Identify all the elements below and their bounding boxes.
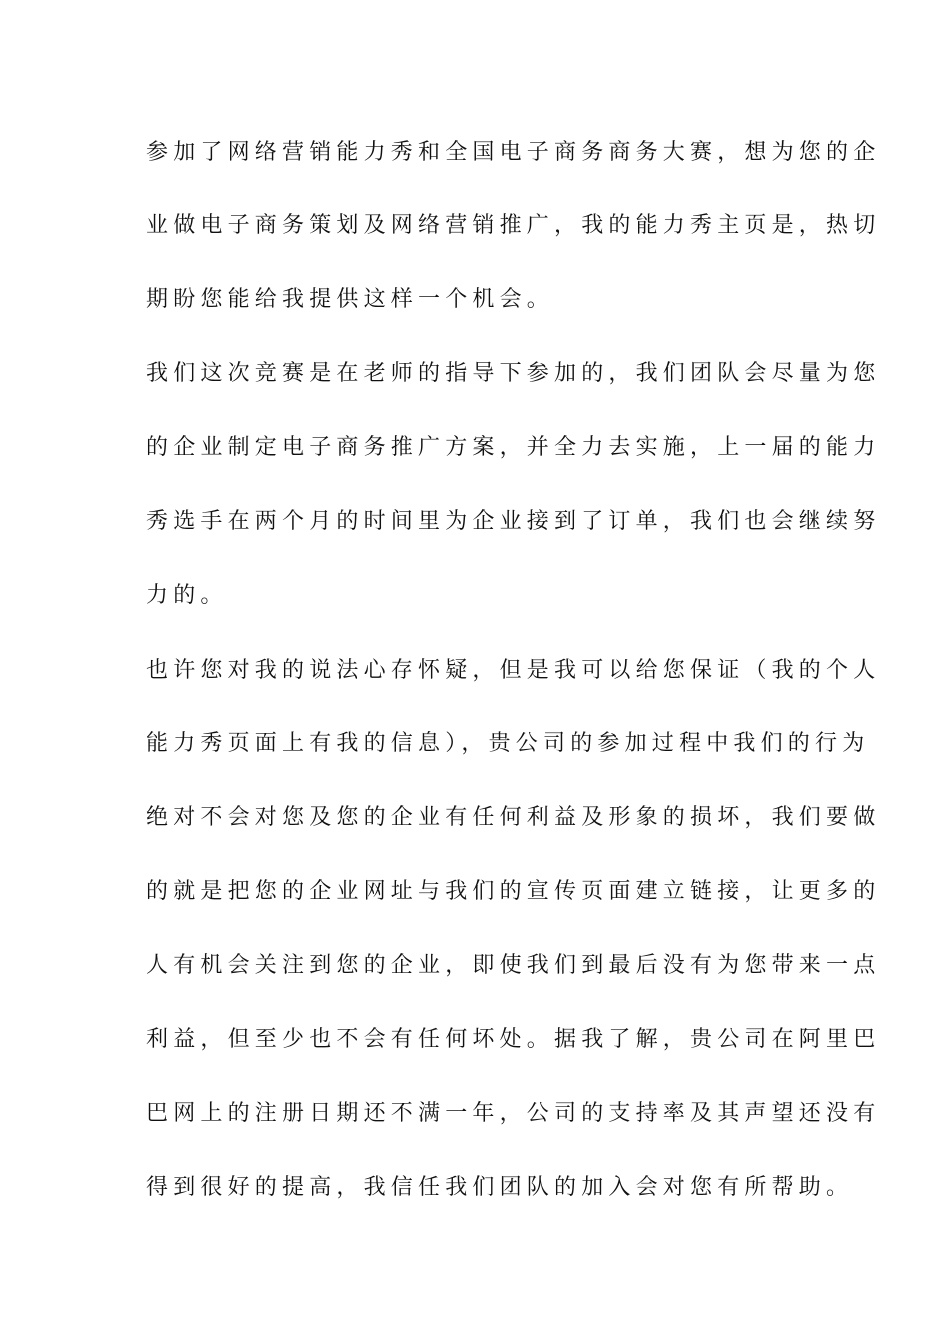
text-line: 的就是把您的企业网址与我们的宣传页面建立链接，让更多的 xyxy=(146,879,881,904)
text-line: 也许您对我的说法心存怀疑，但是我可以给您保证（我的个人 xyxy=(146,658,881,683)
text-line: 秀选手在两个月的时间里为企业接到了订单，我们也会继续努 xyxy=(146,509,881,534)
text-line: 利益，但至少也不会有任何坏处。据我了解，贵公司在阿里巴 xyxy=(146,1027,881,1052)
text-line: 业做电子商务策划及网络营销推广，我的能力秀主页是，热切 xyxy=(146,213,881,238)
text-line: 人有机会关注到您的企业，即使我们到最后没有为您带来一点 xyxy=(146,953,881,978)
text-line: 我们这次竞赛是在老师的指导下参加的，我们团队会尽量为您 xyxy=(146,361,881,386)
text-line: 绝对不会对您及您的企业有任何利益及形象的损坏，我们要做 xyxy=(146,805,881,830)
text-line: 巴网上的注册日期还不满一年，公司的支持率及其声望还没有 xyxy=(146,1101,881,1126)
text-line: 力的。 xyxy=(146,583,228,608)
text-line: 的企业制定电子商务推广方案，并全力去实施，上一届的能力 xyxy=(146,435,881,460)
text-line: 期盼您能给我提供这样一个机会。 xyxy=(146,287,555,312)
text-line: 得到很好的提高，我信任我们团队的加入会对您有所帮助。 xyxy=(146,1175,854,1200)
text-line: 能力秀页面上有我的信息），贵公司的参加过程中我们的行为 xyxy=(146,731,870,756)
text-line: 参加了网络营销能力秀和全国电子商务商务大赛，想为您的企 xyxy=(146,140,881,165)
